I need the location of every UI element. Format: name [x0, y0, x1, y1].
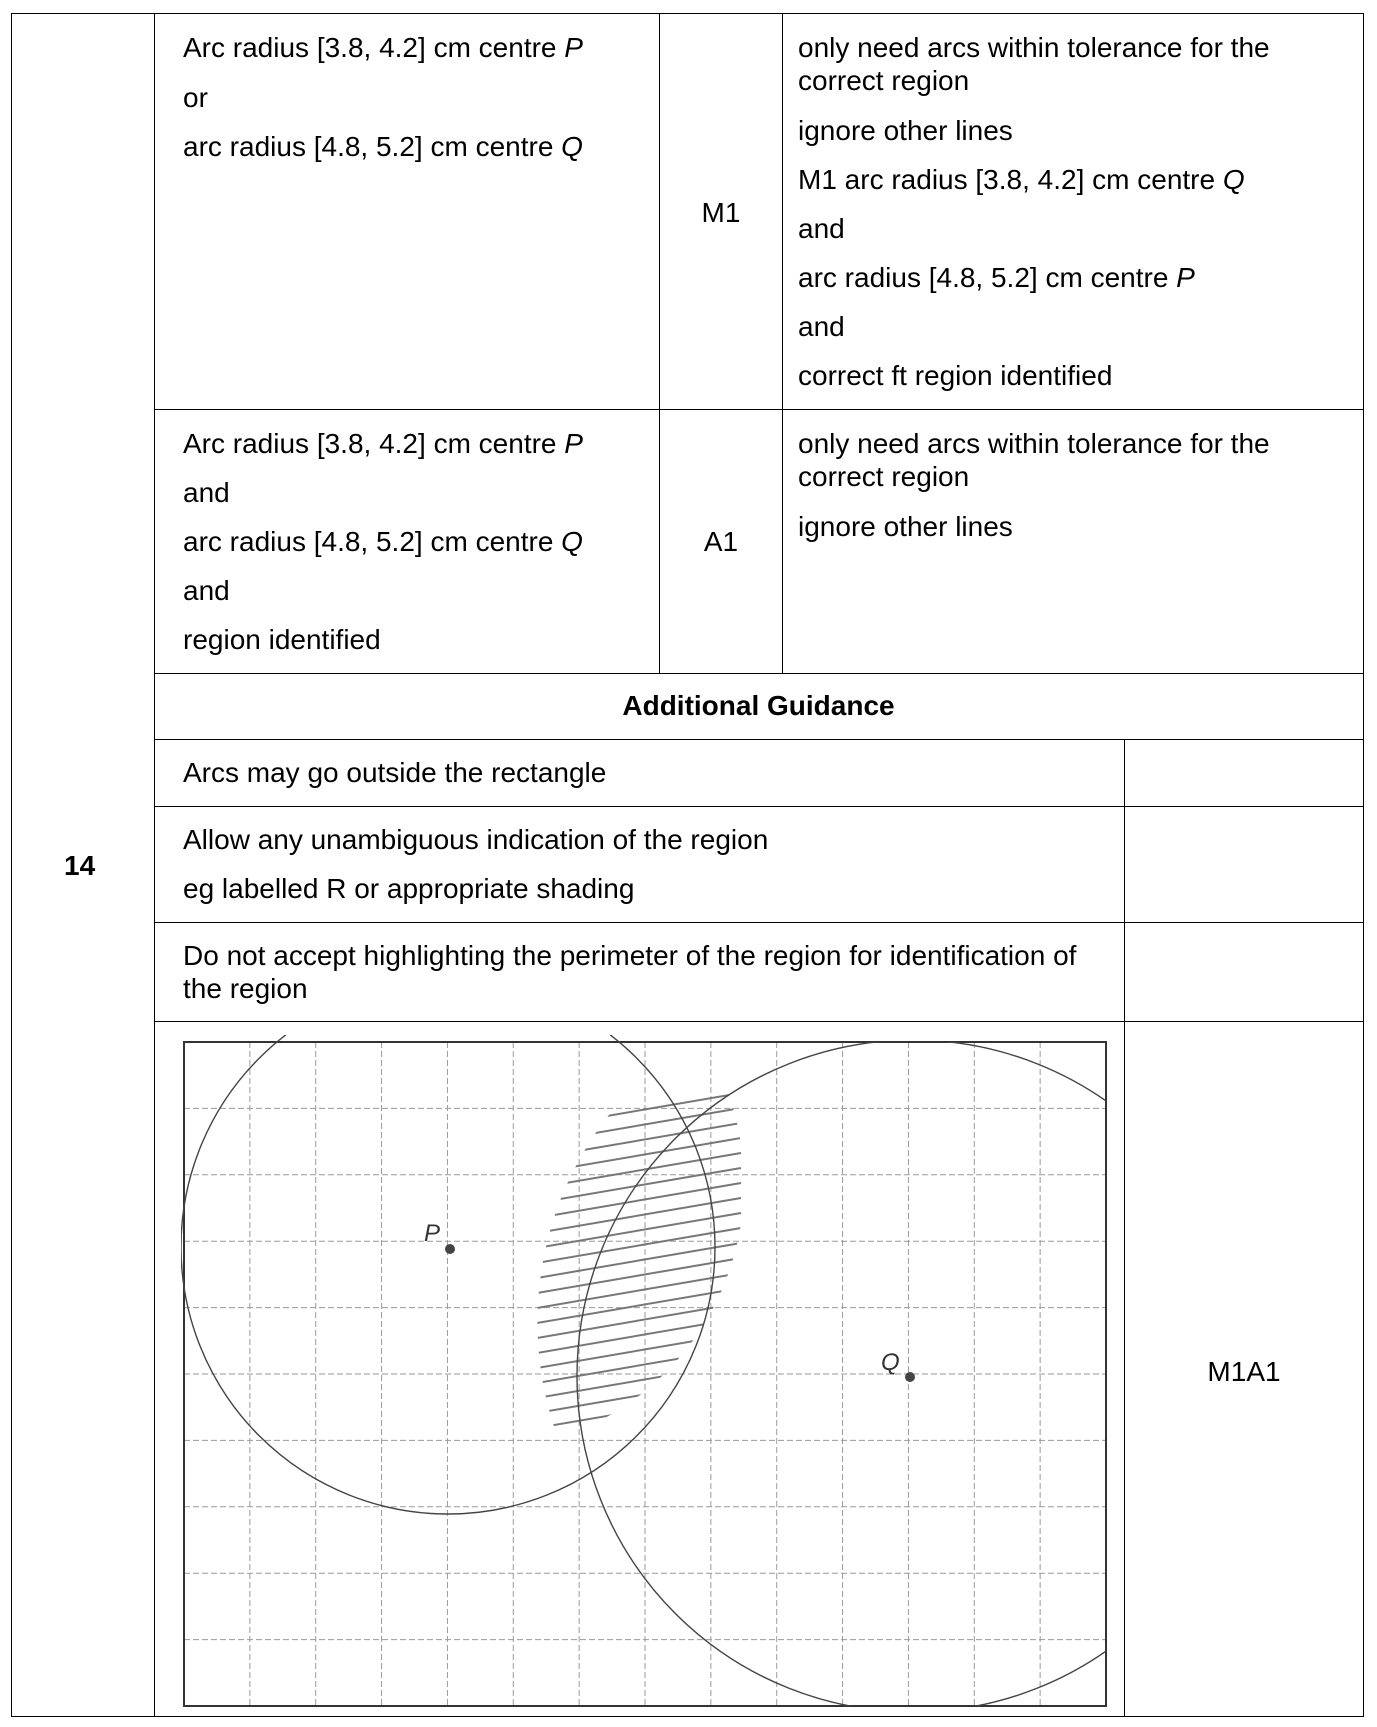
hatch-line	[531, 1213, 741, 1249]
guidance-mark-column-divider	[1124, 739, 1125, 1717]
mark-column-left-divider	[659, 13, 660, 674]
table-border-left	[11, 13, 12, 1717]
shaded-region	[531, 1093, 741, 1459]
guidance-item-2: Allow any unambiguous indication of the region	[183, 824, 769, 855]
row2-comment-2: ignore other lines	[798, 511, 1013, 542]
row2-method-line-4: and	[183, 575, 230, 606]
arc-centre-q	[577, 1040, 1111, 1712]
row1-comment-7: correct ft region identified	[798, 360, 1113, 391]
hatch-line	[531, 1318, 741, 1354]
row1-bottom-line	[154, 409, 1364, 410]
row1-comment-5: arc radius [4.8, 5.2] cm centre P	[798, 262, 1195, 293]
grid-lines	[184, 1042, 1106, 1706]
hatch-line	[531, 1333, 741, 1369]
hatch-line	[531, 1378, 741, 1414]
row1-mark: M1	[701, 197, 741, 228]
guidance-item-1: Arcs may go outside the rectangle	[183, 757, 607, 788]
row1-comment-1: only need arcs within tolerance for the correct region	[798, 32, 1270, 96]
hatch-line	[531, 1258, 741, 1294]
hatch-line	[531, 1138, 741, 1174]
row2-method-line-2: and	[183, 477, 230, 508]
point-q	[905, 1372, 915, 1382]
guidance-item2-bottom-line	[154, 922, 1364, 923]
hatch-line	[531, 1108, 741, 1144]
guidance-heading: Additional Guidance	[622, 690, 895, 721]
point-p	[445, 1244, 455, 1254]
guidance-item-2b: eg labelled R or appropriate shading	[183, 873, 635, 904]
hatch-line	[531, 1408, 741, 1444]
hatch-line	[531, 1348, 741, 1384]
row2-mark: A1	[703, 526, 739, 557]
hatch-line	[531, 1423, 741, 1459]
row1-comment-6: and	[798, 311, 845, 342]
hatch-line	[531, 1393, 741, 1429]
table-border-right	[1363, 13, 1364, 1717]
hatch-line	[531, 1093, 741, 1129]
label-p: P	[424, 1220, 441, 1247]
hatch-line	[531, 1123, 741, 1159]
guidance-heading-bottom-line	[154, 739, 1364, 740]
arc-centre-p	[181, 1035, 715, 1514]
question-number: 14	[64, 850, 96, 881]
diagram-mark: M1A1	[1207, 1356, 1281, 1387]
question-column-divider	[154, 13, 155, 1717]
row2-comment-1: only need arcs within tolerance for the correct region	[798, 428, 1270, 492]
example-diagram	[181, 1035, 1111, 1713]
hatch-line	[531, 1228, 741, 1264]
hatch-line	[531, 1153, 741, 1189]
hatch-line	[531, 1198, 741, 1234]
label-q: Q	[881, 1349, 900, 1376]
row2-method-line-1: Arc radius [3.8, 4.2] cm centre P	[183, 428, 583, 459]
row1-method-line-1: Arc radius [3.8, 4.2] cm centre P	[183, 32, 583, 63]
hatch-line	[531, 1183, 741, 1219]
hatch-line	[531, 1363, 741, 1399]
row1-comment-4: and	[798, 213, 845, 244]
table-border-top	[11, 13, 1364, 14]
row1-method-line-2: or	[183, 82, 208, 113]
hatch-line	[531, 1243, 741, 1279]
guidance-item1-bottom-line	[154, 806, 1364, 807]
row2-bottom-line	[154, 673, 1364, 674]
guidance-item-3: Do not accept highlighting the perimeter of the region for identification of the region	[183, 940, 1077, 1004]
mark-column-right-divider	[782, 13, 783, 674]
hatch-line	[531, 1303, 741, 1339]
guidance-item3-bottom-line	[154, 1021, 1364, 1022]
hatch-line	[531, 1288, 741, 1324]
row1-comment-3: M1 arc radius [3.8, 4.2] cm centre Q	[798, 164, 1245, 195]
row2-method-line-5: region identified	[183, 624, 381, 655]
row1-comment-2: ignore other lines	[798, 115, 1013, 146]
table-border-bottom	[11, 1716, 1364, 1717]
row2-method-line-3: arc radius [4.8, 5.2] cm centre Q	[183, 526, 583, 557]
row1-method-line-3: arc radius [4.8, 5.2] cm centre Q	[183, 131, 583, 162]
